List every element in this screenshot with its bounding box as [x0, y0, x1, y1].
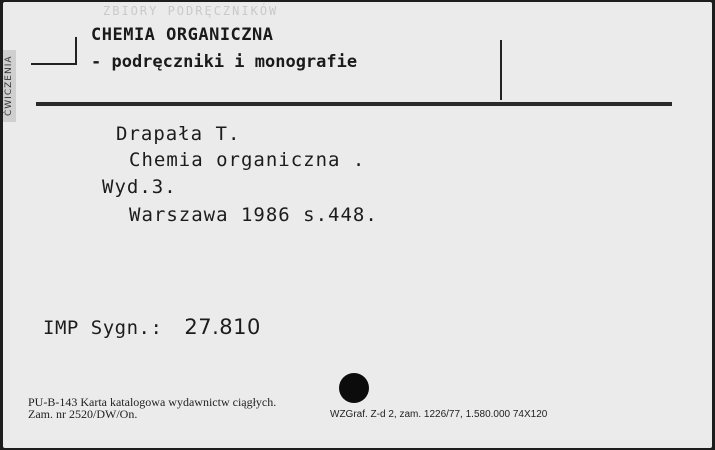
footer-form-line: PU-B-143 Karta katalogowa wydawnictw ciągłych.: [28, 395, 277, 409]
entry-imprint: Warszawa 1986 s.448.: [129, 204, 378, 226]
horizontal-rule: [36, 102, 672, 106]
call-number: [43, 315, 261, 339]
footer-order-line: Zam. nr 2520/DW/On.: [28, 407, 138, 421]
side-index-tab: [3, 50, 16, 122]
corner-bracket-mark: [31, 37, 79, 67]
catalog-card: [3, 2, 712, 448]
corner-bracket-horizontal: [31, 63, 77, 65]
entry-edition: Wyd.3.: [102, 176, 177, 198]
entry-author: Drapała T.: [116, 123, 241, 145]
faded-header-stamp: ZBIORY PODRĘCZNIKÓW: [103, 4, 279, 18]
punch-hole: [339, 373, 369, 403]
call-number-label: IMP Sygn.:: [43, 317, 163, 339]
entry-title: Chemia organiczna .: [129, 149, 366, 171]
footer-printer-line: WZGraf. Z-d 2, zam. 1226/77, 1.580.000 74X120: [330, 409, 548, 420]
call-number-value: 27.810: [184, 315, 261, 339]
header-divider: [500, 40, 502, 100]
subject-subheading: - podręczniki i monografie: [91, 52, 358, 72]
corner-bracket-vertical: [75, 37, 77, 65]
side-tab-label: ĆWICZENIA: [4, 55, 14, 117]
subject-heading: CHEMIA ORGANICZNA: [91, 25, 274, 45]
